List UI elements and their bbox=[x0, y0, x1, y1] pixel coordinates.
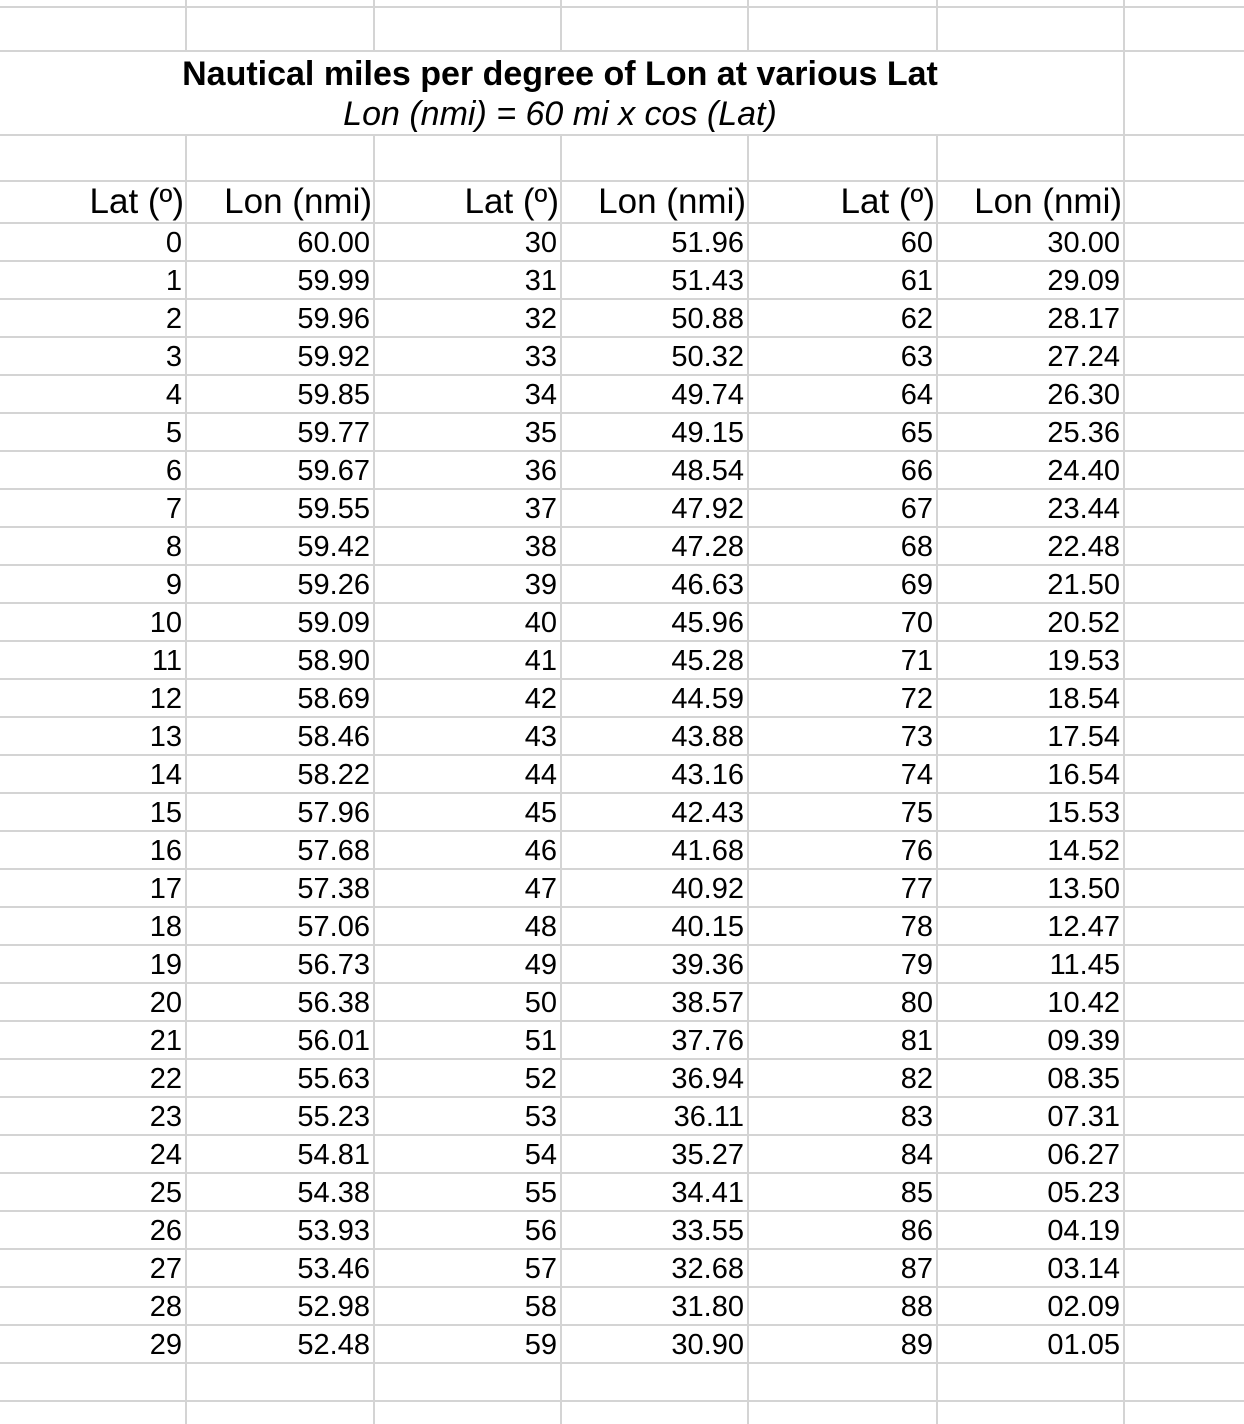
lat-cell[interactable]: 4 bbox=[165, 379, 182, 411]
lon-cell[interactable]: 01.05 bbox=[1047, 1329, 1120, 1361]
lat-cell[interactable]: 85 bbox=[900, 1177, 933, 1209]
lon-cell[interactable]: 30.90 bbox=[671, 1329, 744, 1361]
lat-cell[interactable]: 19 bbox=[149, 949, 182, 981]
lon-cell[interactable]: 56.01 bbox=[297, 1025, 370, 1057]
header-lon[interactable]: Lon (nmi) bbox=[224, 182, 372, 221]
lat-cell[interactable]: 50 bbox=[524, 987, 557, 1019]
lon-cell[interactable]: 21.50 bbox=[1047, 569, 1120, 601]
lon-cell[interactable]: 24.40 bbox=[1047, 455, 1120, 487]
lat-cell[interactable]: 67 bbox=[900, 493, 933, 525]
lat-cell[interactable]: 9 bbox=[165, 569, 182, 601]
lat-cell[interactable]: 29 bbox=[149, 1329, 182, 1361]
lon-cell[interactable]: 36.94 bbox=[671, 1063, 744, 1095]
lat-cell[interactable]: 84 bbox=[900, 1139, 933, 1171]
lat-cell[interactable]: 38 bbox=[524, 531, 557, 563]
lat-cell[interactable]: 58 bbox=[524, 1291, 557, 1323]
lat-cell[interactable]: 60 bbox=[900, 227, 933, 259]
lat-cell[interactable]: 37 bbox=[524, 493, 557, 525]
lon-cell[interactable]: 35.27 bbox=[671, 1139, 744, 1171]
lat-cell[interactable]: 87 bbox=[900, 1253, 933, 1285]
lat-cell[interactable]: 20 bbox=[149, 987, 182, 1019]
lon-cell[interactable]: 03.14 bbox=[1047, 1253, 1120, 1285]
lon-cell[interactable]: 52.48 bbox=[297, 1329, 370, 1361]
lon-cell[interactable]: 46.63 bbox=[671, 569, 744, 601]
lon-cell[interactable]: 58.46 bbox=[297, 721, 370, 753]
lat-cell[interactable]: 57 bbox=[524, 1253, 557, 1285]
lat-cell[interactable]: 88 bbox=[900, 1291, 933, 1323]
lon-cell[interactable]: 02.09 bbox=[1047, 1291, 1120, 1323]
lat-cell[interactable]: 79 bbox=[900, 949, 933, 981]
lat-cell[interactable]: 64 bbox=[900, 379, 933, 411]
lon-cell[interactable]: 43.16 bbox=[671, 759, 744, 791]
lon-cell[interactable]: 28.17 bbox=[1047, 303, 1120, 335]
lat-cell[interactable]: 66 bbox=[900, 455, 933, 487]
grid-vline bbox=[560, 0, 562, 50]
lat-cell[interactable]: 56 bbox=[524, 1215, 557, 1247]
lon-cell[interactable]: 50.88 bbox=[671, 303, 744, 335]
lat-cell[interactable]: 62 bbox=[900, 303, 933, 335]
lat-cell[interactable]: 33 bbox=[524, 341, 557, 373]
grid-vline bbox=[373, 0, 375, 50]
lon-cell[interactable]: 11.45 bbox=[1049, 949, 1120, 981]
lat-cell[interactable]: 36 bbox=[524, 455, 557, 487]
lon-cell[interactable]: 48.54 bbox=[671, 455, 744, 487]
lat-cell[interactable]: 76 bbox=[900, 835, 933, 867]
lat-cell[interactable]: 11 bbox=[151, 645, 182, 677]
lat-cell[interactable]: 55 bbox=[524, 1177, 557, 1209]
lon-cell[interactable]: 55.23 bbox=[297, 1101, 370, 1133]
header-lon[interactable]: Lon (nmi) bbox=[974, 182, 1122, 221]
lat-cell[interactable]: 16 bbox=[149, 835, 182, 867]
lon-cell[interactable]: 59.77 bbox=[297, 417, 370, 449]
lat-cell[interactable]: 12 bbox=[149, 683, 182, 715]
lat-cell[interactable]: 31 bbox=[524, 265, 557, 297]
lon-cell[interactable]: 31.80 bbox=[671, 1291, 744, 1323]
lon-cell[interactable]: 40.92 bbox=[671, 873, 744, 905]
grid-hline bbox=[0, 50, 1244, 52]
sheet-subtitle[interactable]: Lon (nmi) = 60 mi x cos (Lat) bbox=[343, 95, 777, 133]
lon-cell[interactable]: 45.28 bbox=[671, 645, 744, 677]
grid-vline bbox=[747, 0, 749, 50]
lat-cell[interactable]: 82 bbox=[900, 1063, 933, 1095]
lon-cell[interactable]: 14.52 bbox=[1047, 835, 1120, 867]
lat-cell[interactable]: 3 bbox=[165, 341, 182, 373]
lat-cell[interactable]: 5 bbox=[165, 417, 182, 449]
lon-cell[interactable]: 40.15 bbox=[671, 911, 744, 943]
lon-cell[interactable]: 58.22 bbox=[297, 759, 370, 791]
lat-cell[interactable]: 86 bbox=[900, 1215, 933, 1247]
lon-cell[interactable]: 57.06 bbox=[297, 911, 370, 943]
grid-vline bbox=[936, 0, 938, 50]
lon-cell[interactable]: 36.11 bbox=[673, 1101, 744, 1133]
lon-cell[interactable]: 50.32 bbox=[671, 341, 744, 373]
lon-cell[interactable]: 43.88 bbox=[671, 721, 744, 753]
lat-cell[interactable]: 59 bbox=[524, 1329, 557, 1361]
lon-cell[interactable]: 59.55 bbox=[297, 493, 370, 525]
lat-cell[interactable]: 18 bbox=[149, 911, 182, 943]
lat-cell[interactable]: 89 bbox=[900, 1329, 933, 1361]
lon-cell[interactable]: 23.44 bbox=[1047, 493, 1120, 525]
lon-cell[interactable]: 39.36 bbox=[671, 949, 744, 981]
lon-cell[interactable]: 12.47 bbox=[1047, 911, 1120, 943]
lon-cell[interactable]: 37.76 bbox=[671, 1025, 744, 1057]
lat-cell[interactable]: 70 bbox=[900, 607, 933, 639]
lat-cell[interactable]: 1 bbox=[165, 265, 182, 297]
lon-cell[interactable]: 57.38 bbox=[297, 873, 370, 905]
lon-cell[interactable]: 53.46 bbox=[297, 1253, 370, 1285]
lon-cell[interactable]: 47.28 bbox=[671, 531, 744, 563]
lat-cell[interactable]: 46 bbox=[524, 835, 557, 867]
lat-cell[interactable]: 25 bbox=[149, 1177, 182, 1209]
sheet-title[interactable]: Nautical miles per degree of Lon at various Lat bbox=[182, 55, 938, 93]
lon-cell[interactable]: 59.09 bbox=[297, 607, 370, 639]
lon-cell[interactable]: 34.41 bbox=[671, 1177, 744, 1209]
lon-cell[interactable]: 58.69 bbox=[297, 683, 370, 715]
lon-cell[interactable]: 44.59 bbox=[671, 683, 744, 715]
lon-cell[interactable]: 59.85 bbox=[297, 379, 370, 411]
lon-cell[interactable]: 49.15 bbox=[671, 417, 744, 449]
lon-cell[interactable]: 29.09 bbox=[1047, 265, 1120, 297]
lon-cell[interactable]: 51.96 bbox=[671, 227, 744, 259]
lon-cell[interactable]: 27.24 bbox=[1047, 341, 1120, 373]
header-lat[interactable]: Lat (º) bbox=[464, 182, 559, 221]
lon-cell[interactable]: 59.92 bbox=[297, 341, 370, 373]
lat-cell[interactable]: 81 bbox=[900, 1025, 933, 1057]
lat-cell[interactable]: 2 bbox=[165, 303, 182, 335]
lon-cell[interactable]: 18.54 bbox=[1047, 683, 1120, 715]
lat-cell[interactable]: 41 bbox=[524, 645, 557, 677]
lat-cell[interactable]: 69 bbox=[900, 569, 933, 601]
lat-cell[interactable]: 17 bbox=[149, 873, 182, 905]
lon-cell[interactable]: 04.19 bbox=[1047, 1215, 1120, 1247]
lat-cell[interactable]: 68 bbox=[900, 531, 933, 563]
lat-cell[interactable]: 73 bbox=[900, 721, 933, 753]
lat-cell[interactable]: 14 bbox=[149, 759, 182, 791]
lon-cell[interactable]: 06.27 bbox=[1047, 1139, 1120, 1171]
lat-cell[interactable]: 53 bbox=[524, 1101, 557, 1133]
lat-cell[interactable]: 83 bbox=[900, 1101, 933, 1133]
lat-cell[interactable]: 21 bbox=[149, 1025, 182, 1057]
lon-cell[interactable]: 10.42 bbox=[1047, 987, 1120, 1019]
lon-cell[interactable]: 52.98 bbox=[297, 1291, 370, 1323]
lat-cell[interactable]: 80 bbox=[900, 987, 933, 1019]
lat-cell[interactable]: 61 bbox=[900, 265, 933, 297]
lon-cell[interactable]: 47.92 bbox=[671, 493, 744, 525]
lon-cell[interactable]: 53.93 bbox=[297, 1215, 370, 1247]
lat-cell[interactable]: 15 bbox=[149, 797, 182, 829]
lon-cell[interactable]: 55.63 bbox=[297, 1063, 370, 1095]
lat-cell[interactable]: 22 bbox=[149, 1063, 182, 1095]
lon-cell[interactable]: 57.96 bbox=[297, 797, 370, 829]
lon-cell[interactable]: 60.00 bbox=[297, 227, 370, 259]
lon-cell[interactable]: 17.54 bbox=[1047, 721, 1120, 753]
lat-cell[interactable]: 8 bbox=[165, 531, 182, 563]
lat-cell[interactable]: 71 bbox=[900, 645, 933, 677]
lat-cell[interactable]: 30 bbox=[524, 227, 557, 259]
lon-cell[interactable]: 59.42 bbox=[297, 531, 370, 563]
header-lon[interactable]: Lon (nmi) bbox=[598, 182, 746, 221]
lat-cell[interactable]: 32 bbox=[524, 303, 557, 335]
lat-cell[interactable]: 35 bbox=[524, 417, 557, 449]
lat-cell[interactable]: 49 bbox=[524, 949, 557, 981]
lon-cell[interactable]: 59.99 bbox=[297, 265, 370, 297]
lon-cell[interactable]: 57.68 bbox=[297, 835, 370, 867]
lat-cell[interactable]: 78 bbox=[900, 911, 933, 943]
lat-cell[interactable]: 65 bbox=[900, 417, 933, 449]
lon-cell[interactable]: 13.50 bbox=[1047, 873, 1120, 905]
lat-cell[interactable]: 40 bbox=[524, 607, 557, 639]
lon-cell[interactable]: 59.96 bbox=[297, 303, 370, 335]
lon-cell[interactable]: 08.35 bbox=[1047, 1063, 1120, 1095]
lat-cell[interactable]: 72 bbox=[900, 683, 933, 715]
lat-cell[interactable]: 47 bbox=[524, 873, 557, 905]
lat-cell[interactable]: 6 bbox=[165, 455, 182, 487]
lon-cell[interactable]: 56.38 bbox=[297, 987, 370, 1019]
lon-cell[interactable]: 26.30 bbox=[1047, 379, 1120, 411]
lat-cell[interactable]: 10 bbox=[149, 607, 182, 639]
lon-cell[interactable]: 09.39 bbox=[1047, 1025, 1120, 1057]
lat-cell[interactable]: 7 bbox=[165, 493, 182, 525]
lat-cell[interactable]: 0 bbox=[165, 227, 182, 259]
lat-cell[interactable]: 13 bbox=[149, 721, 182, 753]
lon-cell[interactable]: 30.00 bbox=[1047, 227, 1120, 259]
lat-cell[interactable]: 43 bbox=[524, 721, 557, 753]
lat-cell[interactable]: 28 bbox=[149, 1291, 182, 1323]
lon-cell[interactable]: 59.26 bbox=[297, 569, 370, 601]
lon-cell[interactable]: 38.57 bbox=[671, 987, 744, 1019]
lon-cell[interactable]: 42.43 bbox=[671, 797, 744, 829]
lat-cell[interactable]: 27 bbox=[149, 1253, 182, 1285]
lat-cell[interactable]: 52 bbox=[524, 1063, 557, 1095]
lon-cell[interactable]: 49.74 bbox=[671, 379, 744, 411]
lon-cell[interactable]: 16.54 bbox=[1047, 759, 1120, 791]
lon-cell[interactable]: 32.68 bbox=[671, 1253, 744, 1285]
lon-cell[interactable]: 58.90 bbox=[297, 645, 370, 677]
lat-cell[interactable]: 23 bbox=[149, 1101, 182, 1133]
lat-cell[interactable]: 26 bbox=[149, 1215, 182, 1247]
lat-cell[interactable]: 24 bbox=[149, 1139, 182, 1171]
lon-cell[interactable]: 54.38 bbox=[297, 1177, 370, 1209]
lon-cell[interactable]: 05.23 bbox=[1047, 1177, 1120, 1209]
lon-cell[interactable]: 56.73 bbox=[297, 949, 370, 981]
lat-cell[interactable]: 63 bbox=[900, 341, 933, 373]
lon-cell[interactable]: 15.53 bbox=[1047, 797, 1120, 829]
lon-cell[interactable]: 59.67 bbox=[297, 455, 370, 487]
lon-cell[interactable]: 20.52 bbox=[1047, 607, 1120, 639]
lon-cell[interactable]: 22.48 bbox=[1047, 531, 1120, 563]
lon-cell[interactable]: 51.43 bbox=[671, 265, 744, 297]
lon-cell[interactable]: 25.36 bbox=[1047, 417, 1120, 449]
lat-cell[interactable]: 54 bbox=[524, 1139, 557, 1171]
lat-cell[interactable]: 42 bbox=[524, 683, 557, 715]
lat-cell[interactable]: 48 bbox=[524, 911, 557, 943]
lat-cell[interactable]: 44 bbox=[524, 759, 557, 791]
lon-cell[interactable]: 07.31 bbox=[1047, 1101, 1120, 1133]
lat-cell[interactable]: 45 bbox=[524, 797, 557, 829]
header-lat[interactable]: Lat (º) bbox=[840, 182, 935, 221]
lon-cell[interactable]: 19.53 bbox=[1047, 645, 1120, 677]
lon-cell[interactable]: 33.55 bbox=[671, 1215, 744, 1247]
lat-cell[interactable]: 77 bbox=[900, 873, 933, 905]
lat-cell[interactable]: 74 bbox=[900, 759, 933, 791]
lat-cell[interactable]: 34 bbox=[524, 379, 557, 411]
lon-cell[interactable]: 41.68 bbox=[671, 835, 744, 867]
lon-cell[interactable]: 54.81 bbox=[297, 1139, 370, 1171]
lat-cell[interactable]: 75 bbox=[900, 797, 933, 829]
lat-cell[interactable]: 39 bbox=[524, 569, 557, 601]
lat-cell[interactable]: 51 bbox=[524, 1025, 557, 1057]
lon-cell[interactable]: 45.96 bbox=[671, 607, 744, 639]
grid-vline bbox=[185, 0, 187, 50]
header-lat[interactable]: Lat (º) bbox=[89, 182, 184, 221]
